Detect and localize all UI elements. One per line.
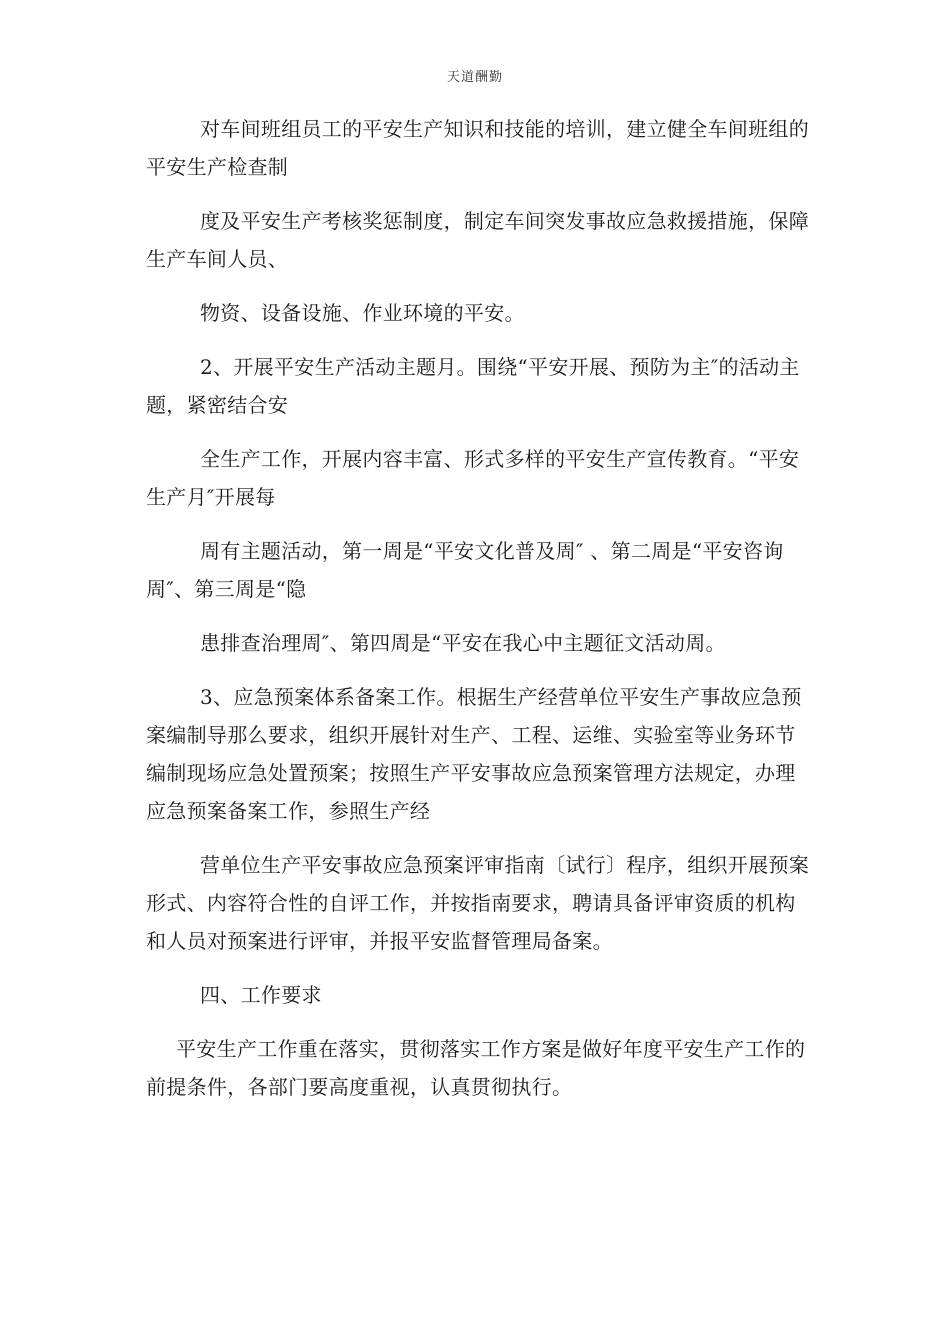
section-heading: 四、工作要求 <box>200 983 322 1007</box>
paragraph-4: 2、开展平安生产活动主题月。围绕“平安开展、预防为主″的活动主题，紧密结合安 <box>146 355 800 417</box>
paragraph-10: 平安生产工作重在落实，贯彻落实工作方案是做好年度平安生产工作的前提条件，各部门要高度重视，认真贯彻执行。 <box>146 1037 806 1099</box>
paragraph-1: 对车间班组员工的平安生产知识和技能的培训，建立健全车间班组的平安生产检查制 <box>146 117 809 179</box>
paragraph-8: 3、应急预案体系备案工作。根据生产经营单位平安生产事故应急预案编制导那么要求，组织开展针对生产、工程、运维、实验室等业务环节编制现场应急处置预案；按照生产平安事故应急预案管理方法规定，办理应急预案备案工作，参照生产经 <box>146 685 802 823</box>
paragraph-2: 度及平安生产考核奖惩制度，制定车间突发事故应急救援措施，保障生产车间人员、 <box>146 209 809 271</box>
page-header: 天道酬勤 <box>446 70 503 85</box>
paragraph-7: 患排查治理周″、第四周是“平安在我心中主题征文活动周。 <box>200 631 726 655</box>
paragraph-9: 营单位生产平安事故应急预案评审指南〔试行〕程序，组织开展预案形式、内容符合性的自评工作，并按指南要求，聘请具备评审资质的机构和人员对预案进行评审，并报平安监督管理局备案。 <box>146 853 809 953</box>
paragraph-5: 全生产工作，开展内容丰富、形式多样的平安生产宣传教育。“平安生产月″开展每 <box>146 447 800 509</box>
paragraph-6: 周有主题活动，第一周是“平安文化普及周″ 、第二周是“平安咨询周″、第三周是“隐 <box>146 539 784 601</box>
document-body <box>146 110 810 1122</box>
paragraph-3: 物资、设备设施、作业环境的平安。 <box>200 301 525 325</box>
